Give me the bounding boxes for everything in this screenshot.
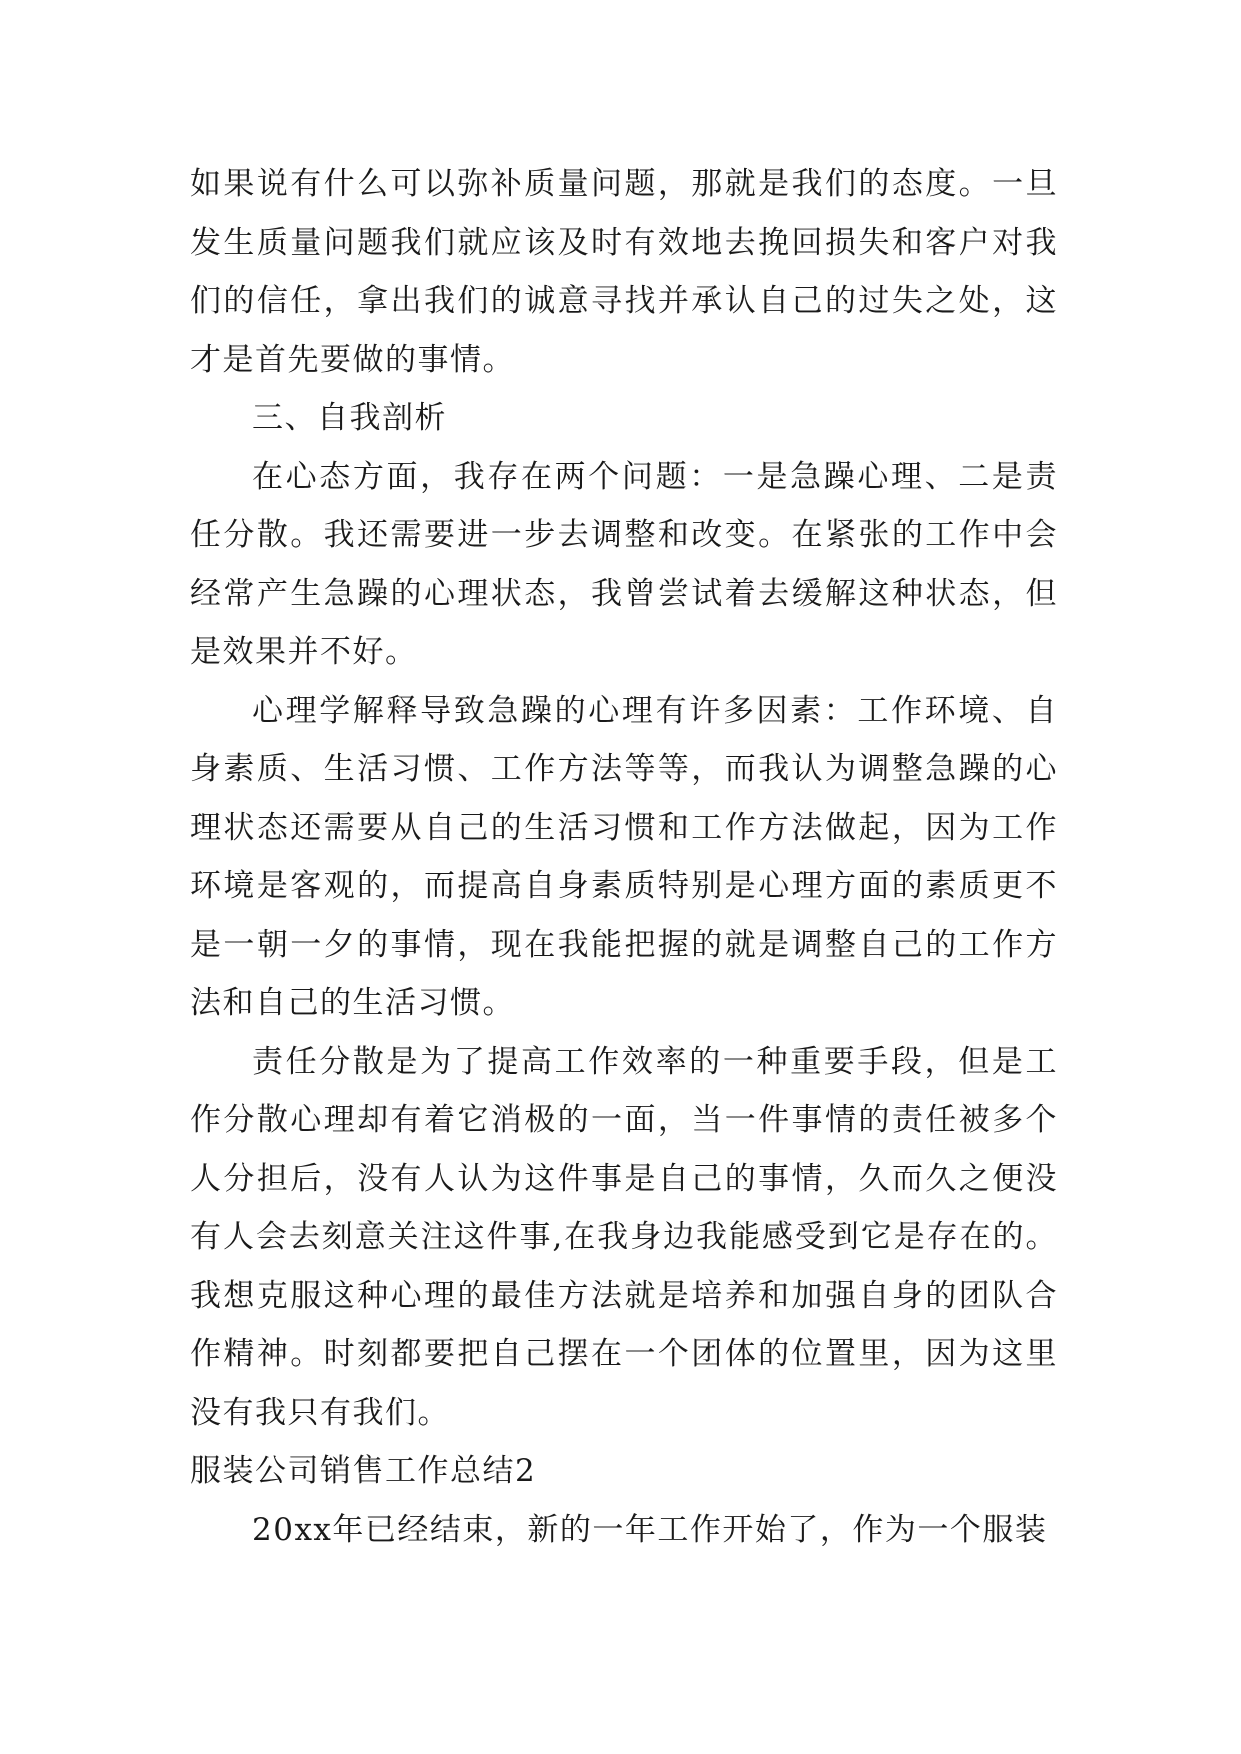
- paragraph-responsibility: 责任分散是为了提高工作效率的一种重要手段，但是工作分散心理却有着它消极的一面，当一件事情的责任被多个人分担后，没有人认为这件事是自己的事情，久而久之便没有人会去刻意关注这件事,在我身边我能感受到它是存在的。我想克服这种心理的最佳方法就是培养和加强自身的团队合作精神。时刻都要把自己摆在一个团体的位置里，因为这里没有我只有我们。: [190, 1043, 1058, 1431]
- paragraph-attitude: 如果说有什么可以弥补质量问题，那就是我们的态度。一旦发生质量问题我们就应该及时有效地去挽回损失和客户对我们的信任，拿出我们的诚意寻找并承认自己的过失之处，这才是首先要做的事情。: [190, 166, 1058, 378]
- section-heading-self-analysis: 三、自我剖析: [252, 400, 447, 436]
- paragraph-psychology: 心理学解释导致急躁的心理有许多因素：工作环境、自身素质、生活习惯、工作方法等等，而我认为调整急躁的心理状态还需要从自己的生活习惯和工作方法做起，因为工作环境是客观的，而提高自身素质特别是心理方面的素质更不是一朝一夕的事情，现在我能把握的就是调整自己的工作方法和自己的生活习惯。: [190, 692, 1058, 1021]
- paragraph-mindset: 在心态方面，我存在两个问题：一是急躁心理、二是责任分散。我还需要进一步去调整和改变。在紧张的工作中会经常产生急躁的心理状态，我曾尝试着去缓解这种状态，但是效果并不好。: [190, 458, 1058, 670]
- document-title-summary-2: 服装公司销售工作总结2: [190, 1453, 537, 1489]
- document-page: [190, 155, 1058, 1559]
- paragraph-new-year: 20xx年已经结束，新的一年工作开始了，作为一个服装: [252, 1511, 1048, 1548]
